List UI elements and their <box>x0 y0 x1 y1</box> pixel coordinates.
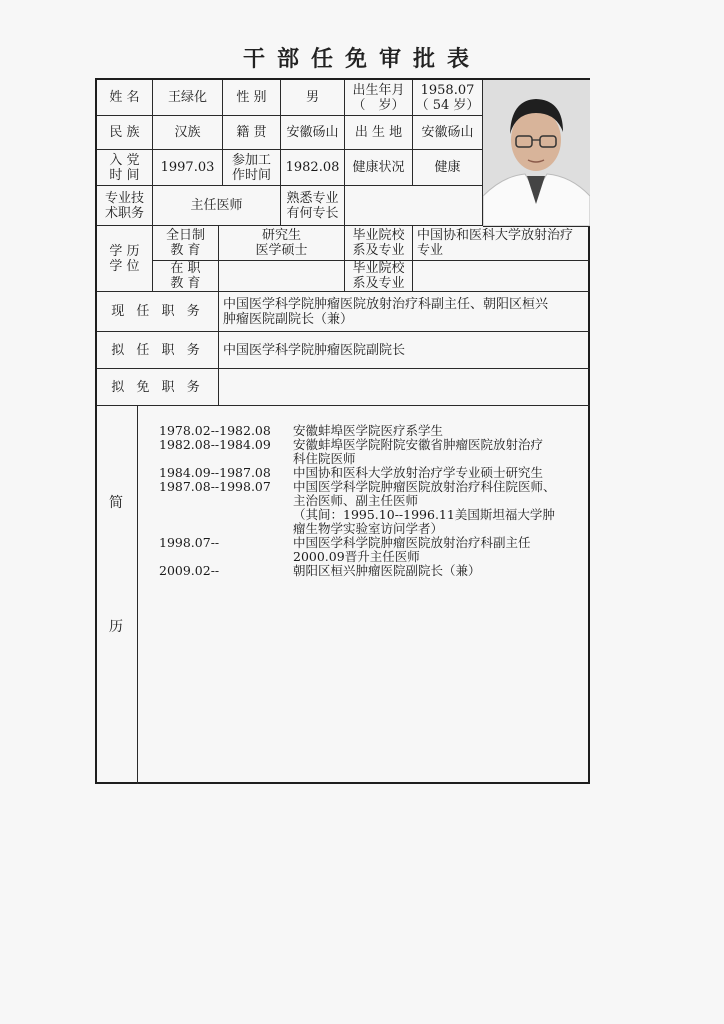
fulltime-education-label: 全日制 教 育 <box>153 226 219 261</box>
inservice-school-label: 毕业院校 系及专业 <box>345 261 413 292</box>
resume-description: 安徽蚌埠医学院附院安徽省肿瘤医院放射治疗 科住院医师 <box>293 437 544 466</box>
gender-label: 性 别 <box>223 80 281 116</box>
resume-date: 1978.02--1982.08 <box>159 423 271 438</box>
ethnicity-value: 汉族 <box>153 116 223 150</box>
inservice-degree-value <box>219 261 345 292</box>
professional-title-value: 主任医师 <box>153 186 281 226</box>
resume-entry <box>159 480 593 536</box>
birth-label: 出生年月 （ 岁） <box>345 80 413 116</box>
resume-entry <box>159 424 593 438</box>
resume-entry <box>159 438 593 466</box>
gender-value: 男 <box>281 80 345 116</box>
resume-label-bottom: 历 <box>109 619 123 635</box>
birth-value: 1958.07 （ 54 岁） <box>413 80 483 116</box>
proposed-position-label: 拟 任 职 务 <box>97 332 219 369</box>
fulltime-school-value: 中国协和医科大学放射治疗 专业 <box>413 226 590 261</box>
resume-date: 2009.02-- <box>159 563 220 578</box>
resume-description: 朝阳区桓兴肿瘤医院副院长（兼） <box>293 563 481 578</box>
fulltime-degree-value: 研究生 医学硕士 <box>219 226 345 261</box>
birthplace-value: 安徽砀山 <box>413 116 483 150</box>
native-place-label: 籍 贯 <box>223 116 281 150</box>
ethnicity-label: 民 族 <box>97 116 153 150</box>
current-position-label: 现 任 职 务 <box>97 292 219 332</box>
resume-entry <box>159 564 593 578</box>
birthplace-label: 出 生 地 <box>345 116 413 150</box>
portrait-image <box>483 80 590 226</box>
resume-description: 中国医学科学院肿瘤医院放射治疗科住院医师、 主治医师、副主任医师 （其间：1995.10--1996.11美国斯坦福大学肿 瘤生物学实验室访问学者） <box>293 479 556 536</box>
current-position-value: 中国医学科学院肿瘤医院放射治疗科副主任、朝阳区桓兴 肿瘤医院副院长（兼） <box>219 292 590 332</box>
expertise-label: 熟悉专业 有何专长 <box>281 186 345 226</box>
proposed-position-value: 中国医学科学院肿瘤医院副院长 <box>219 332 590 369</box>
fulltime-school-label: 毕业院校 系及专业 <box>345 226 413 261</box>
name-label: 姓 名 <box>97 80 153 116</box>
native-place-value: 安徽砀山 <box>281 116 345 150</box>
inservice-school-value <box>413 261 590 292</box>
name-value: 王绿化 <box>153 80 223 116</box>
resume-date: 1984.09--1987.08 <box>159 465 271 480</box>
resume-description: 中国医学科学院肿瘤医院放射治疗科副主任 2000.09晋升主任医师 <box>293 535 531 564</box>
resume-date: 1987.08--1998.07 <box>159 479 271 494</box>
resume-description: 安徽蚌埠医学院医疗系学生 <box>293 423 444 438</box>
resume-label-column <box>97 406 138 784</box>
party-date-value: 1997.03 <box>153 150 223 186</box>
resume-date: 1998.07-- <box>159 535 220 550</box>
party-date-label: 入 党 时 间 <box>97 150 153 186</box>
removed-position-label: 拟 免 职 务 <box>97 369 219 406</box>
work-date-value: 1982.08 <box>281 150 345 186</box>
expertise-value <box>345 186 483 226</box>
inservice-education-label: 在 职 教 育 <box>153 261 219 292</box>
resume-entry <box>159 536 593 564</box>
portrait-photo <box>483 80 590 227</box>
education-label: 学 历 学 位 <box>97 226 153 292</box>
resume-entries <box>159 424 593 578</box>
health-label: 健康状况 <box>345 150 413 186</box>
removed-position-value <box>219 369 590 406</box>
work-date-label: 参加工 作时间 <box>223 150 281 186</box>
health-value: 健康 <box>413 150 483 186</box>
resume-entry <box>159 466 593 480</box>
resume-label-top: 简 <box>109 495 123 511</box>
resume-description: 中国协和医科大学放射治疗学专业硕士研究生 <box>293 465 544 480</box>
professional-title-label: 专业技 术职务 <box>97 186 153 226</box>
form-title: 干部任免审批表 <box>242 46 481 72</box>
resume-date: 1982.08--1984.09 <box>159 437 271 452</box>
